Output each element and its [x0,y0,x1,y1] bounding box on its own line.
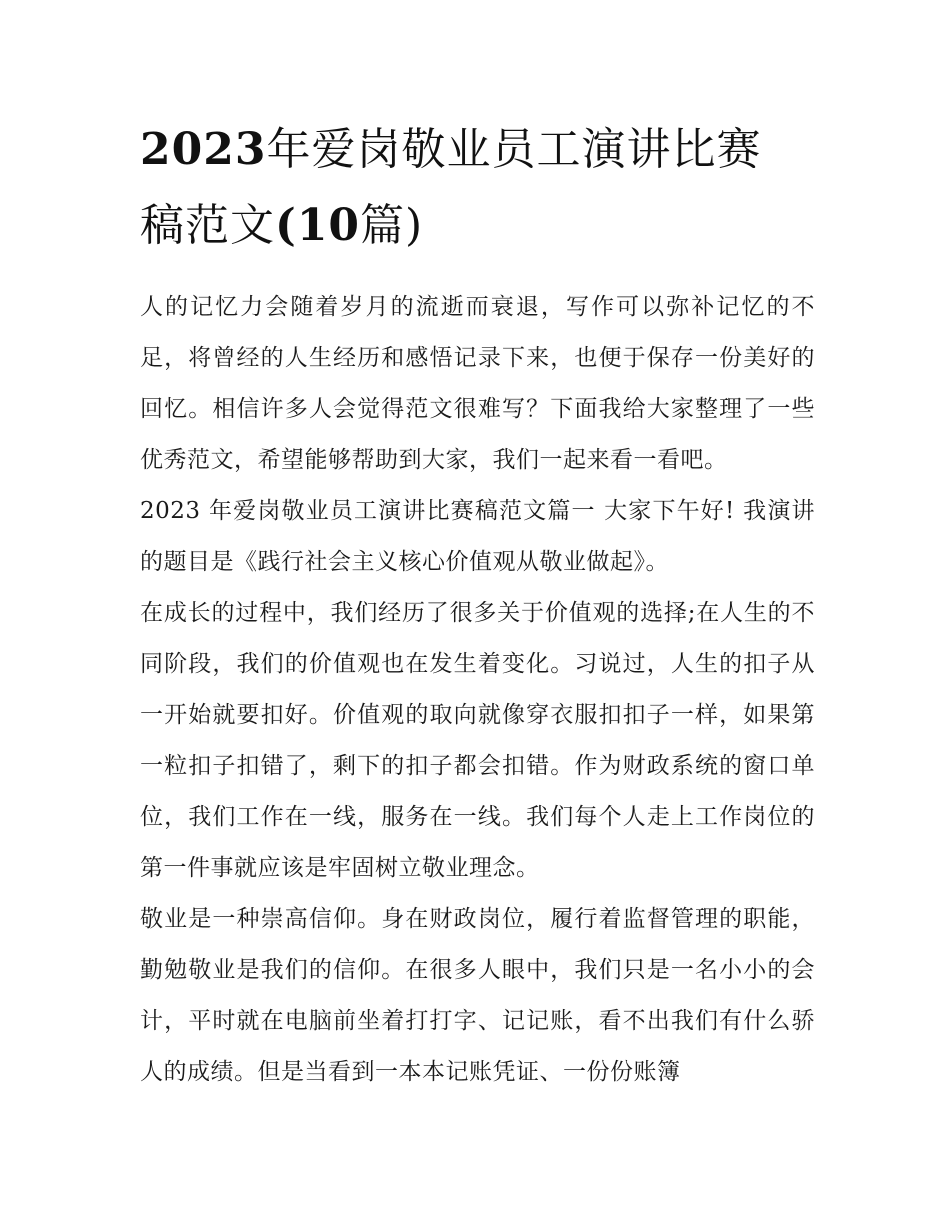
title-year: 2023 [140,124,267,175]
paragraph-speech-opening: 2023 年爱岗敬业员工演讲比赛稿范文篇一 大家下午好! 我演讲的题目是《践行社会主义核心价值观从敬业做起》。 [140,498,815,575]
paragraph-dedication: 敬业是一种崇高信仰。身在财政岗位，履行着监督管理的职能，勤勉敬业是我们的信仰。在很多人眼中，我们只是一名小小的会计，平时就在电脑前坐着打打字、记记账，看不出我们有什么骄人的成绩。但是当看到一本本记账凭证、一份份账簿 [140,906,815,1085]
title-count: (10 [275,200,361,251]
title-line2-end: 篇) [360,200,424,251]
document-title [140,112,815,264]
document-page [140,112,815,1098]
paragraph-values: 在成长的过程中，我们经历了很多关于价值观的选择;在人生的不同阶段，我们的价值观也在发生着变化。习说过，人生的扣子从一开始就要扣好。价值观的取向就像穿衣服扣扣子一样，如果第一粒扣子扣错了，剩下的扣子都会扣错。作为财政系统的窗口单位，我们工作在一线，服务在一线。我们每个人走上工作岗位的第一件事就应该是牢固树立敬业理念。 [140,600,815,881]
title-line1-text: 年爱岗敬业员工演讲比赛 [266,124,762,175]
paragraph-intro: 人的记忆力会随着岁月的流逝而衰退，写作可以弥补记忆的不足，将曾经的人生经历和感悟记录下来，也便于保存一份美好的回忆。相信许多人会觉得范文很难写？下面我给大家整理了一些优秀范文，希望能够帮助到大家，我们一起来看一看吧。 [140,294,815,473]
title-line2-text: 稿范文 [140,200,275,251]
document-body [140,282,815,1098]
